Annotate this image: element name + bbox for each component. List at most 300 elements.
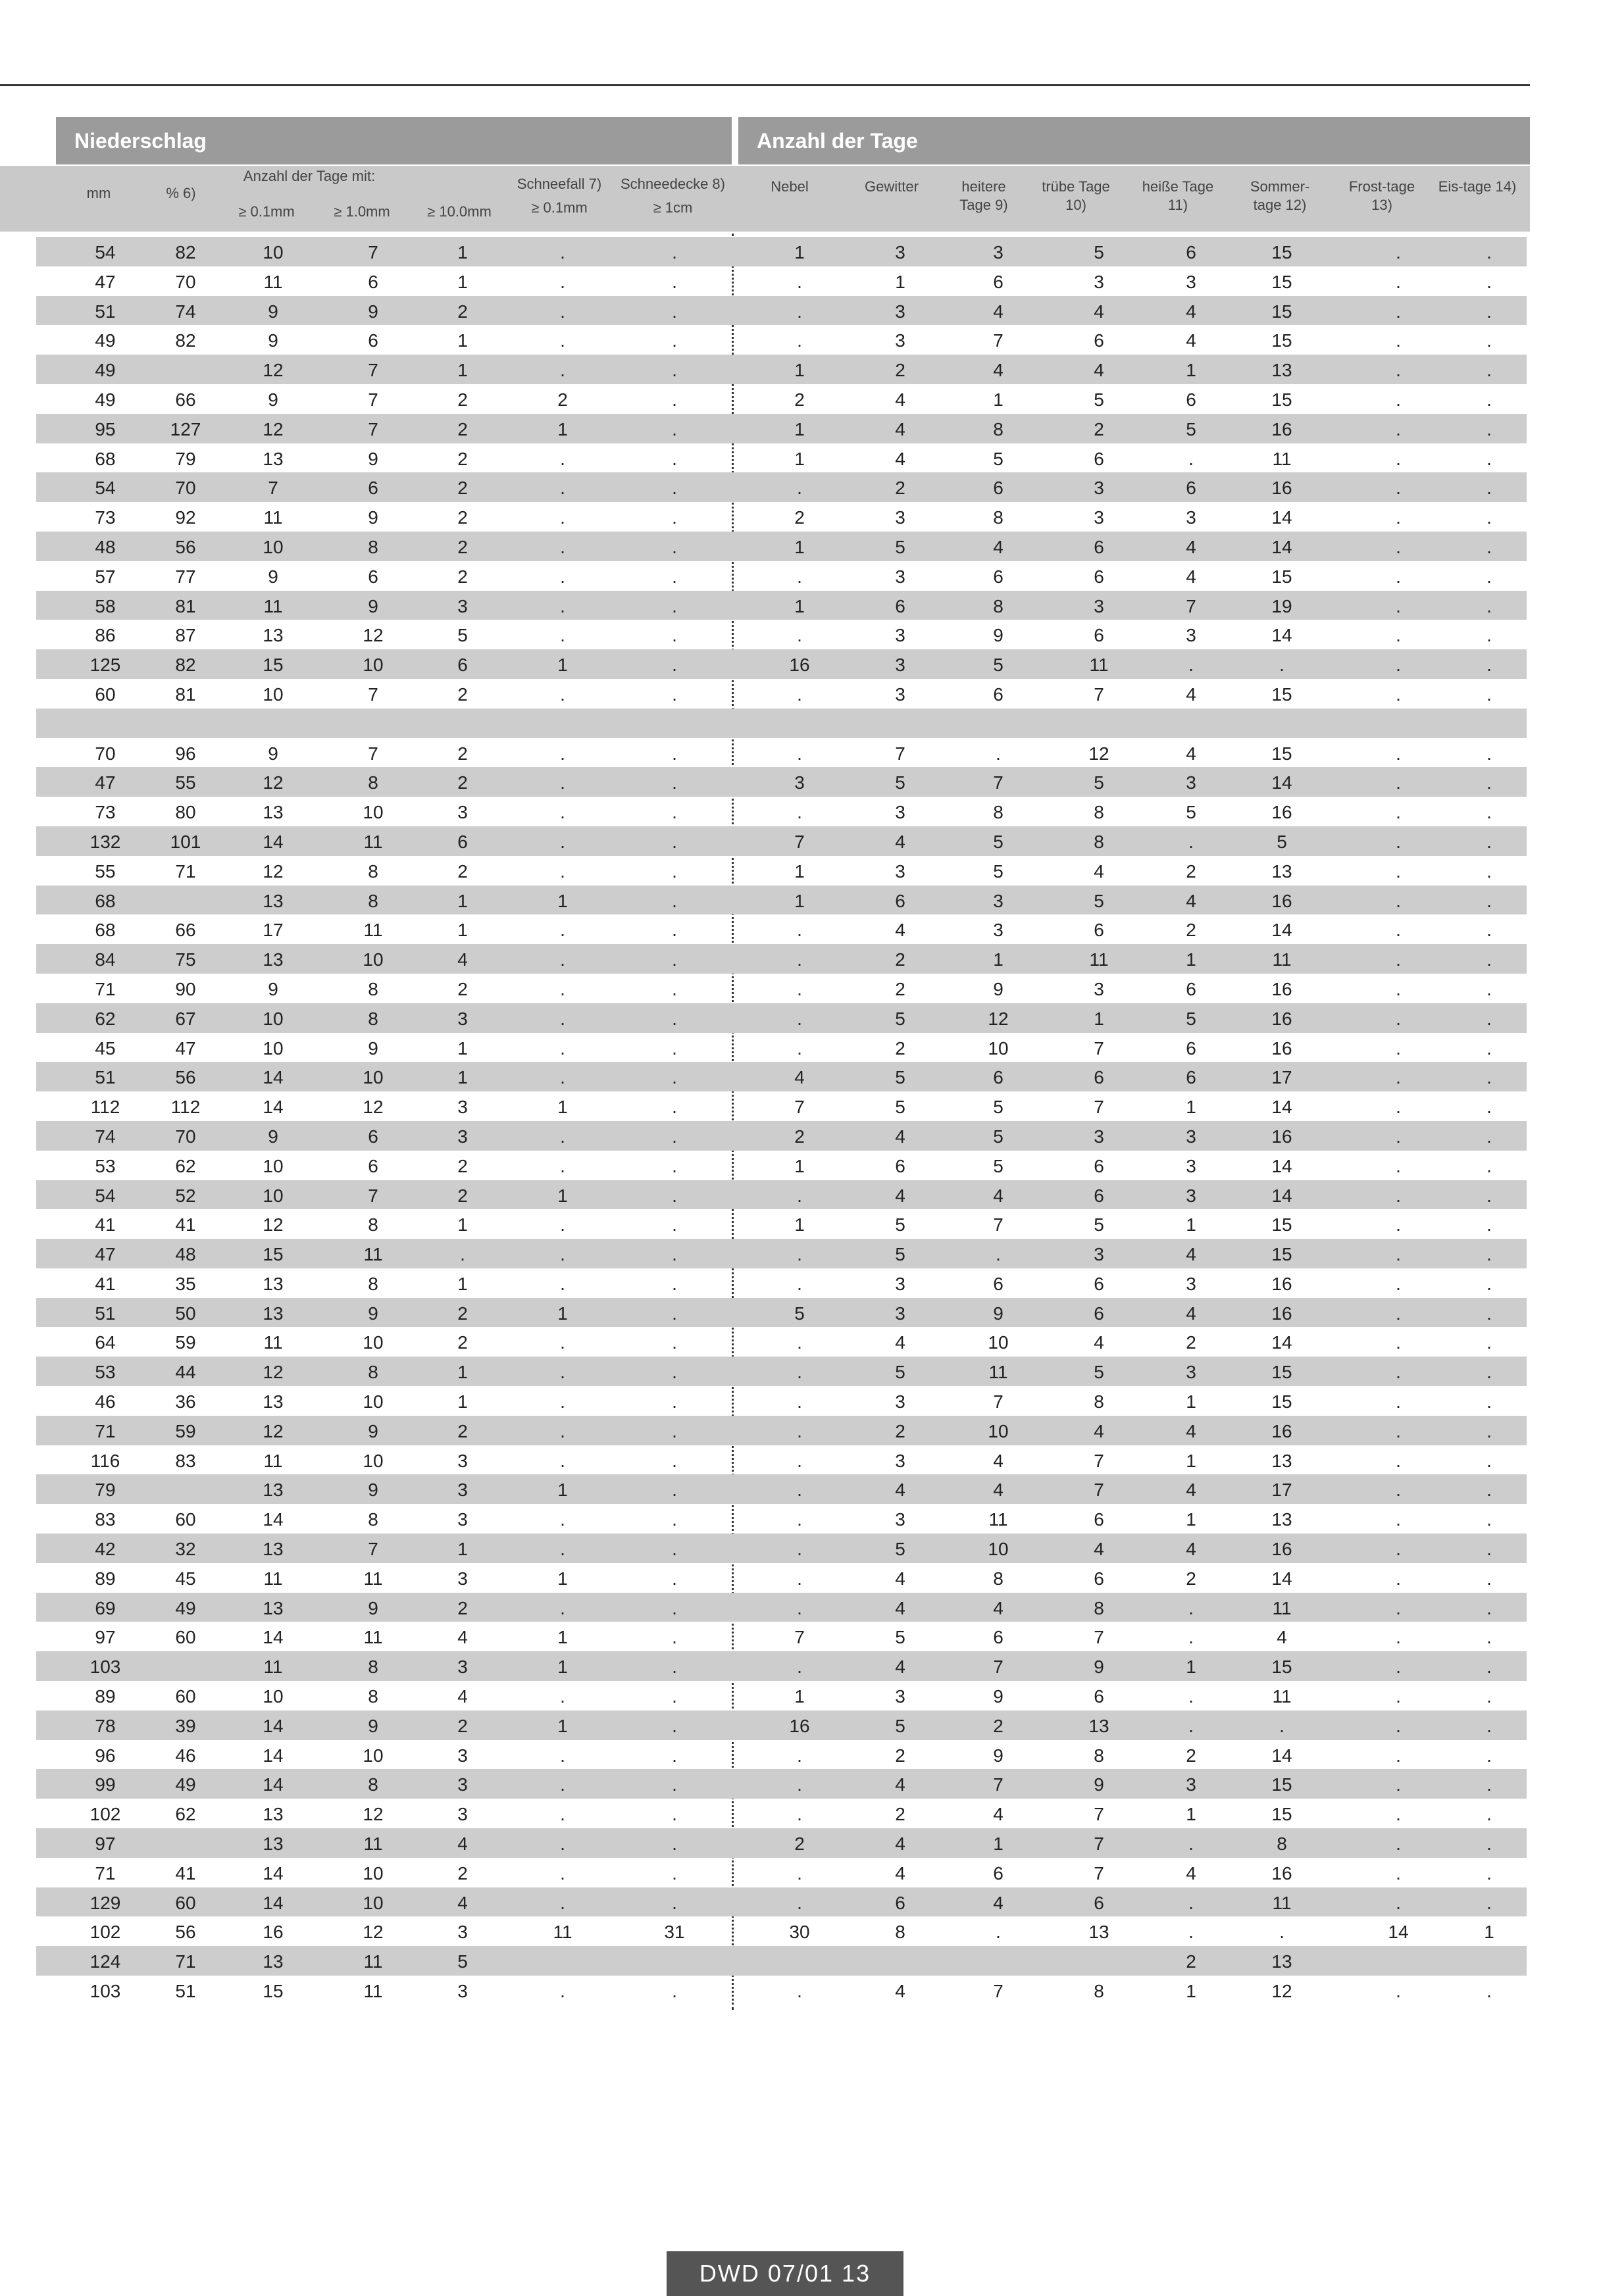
table-row xyxy=(36,355,1527,384)
table-cell: . xyxy=(1396,1862,1401,1884)
table-cell: 89 xyxy=(95,1568,116,1589)
table-cell: 12 xyxy=(1088,743,1109,764)
table-cell: 17 xyxy=(263,920,284,941)
table-cell: . xyxy=(560,1774,565,1795)
table-cell: 3 xyxy=(457,1450,468,1471)
table-cell: 8 xyxy=(1094,831,1104,852)
table-cell: 103 xyxy=(89,1981,121,2002)
table-cell: 6 xyxy=(368,478,378,499)
table-row xyxy=(36,1858,1527,1887)
table-cell: 9 xyxy=(368,301,378,322)
table-cell: 11 xyxy=(1272,448,1292,469)
table-cell: 12 xyxy=(363,1922,384,1943)
table-cell xyxy=(153,355,218,384)
table-cell: 41 xyxy=(95,1214,116,1235)
table-cell: 41 xyxy=(95,1273,116,1294)
table-cell: 9 xyxy=(368,1480,378,1501)
table-cell: . xyxy=(560,831,565,852)
table-cell: . xyxy=(1487,478,1492,499)
table-row xyxy=(36,1534,1527,1563)
table-cell: . xyxy=(672,1774,677,1795)
table-cell: 8 xyxy=(368,536,378,557)
table-cell: 56 xyxy=(175,1067,196,1088)
table-cell: 12 xyxy=(263,861,284,882)
table-cell: 1 xyxy=(794,1686,805,1707)
table-cell: 4 xyxy=(895,1480,905,1501)
table-cell: 4 xyxy=(895,920,905,941)
table-cell: 1 xyxy=(457,1037,468,1059)
table-cell: 6 xyxy=(1094,536,1104,557)
table-cell: 32 xyxy=(175,1539,196,1560)
table-cell: 6 xyxy=(993,478,1004,499)
table-cell: 11 xyxy=(363,1951,383,1972)
table-cell: 7 xyxy=(993,1214,1004,1235)
table-cell: 46 xyxy=(175,1745,196,1766)
table-cell: . xyxy=(1396,655,1401,676)
table-cell: 1 xyxy=(794,242,805,262)
header-sommer: Sommer-tage 12) xyxy=(1250,178,1310,213)
table-cell: 46 xyxy=(95,1391,116,1412)
table-cell: 3 xyxy=(895,566,905,587)
table-cell: 11 xyxy=(263,507,283,528)
table-cell: 66 xyxy=(175,389,196,410)
table-cell: . xyxy=(560,772,565,793)
table-row xyxy=(36,679,1527,709)
table-cell: 3 xyxy=(895,655,905,676)
table-cell: . xyxy=(1396,920,1401,941)
table-cell: 13 xyxy=(263,1951,284,1972)
table-cell: 87 xyxy=(175,625,196,646)
table-cell: . xyxy=(797,802,802,823)
table-cell: 4 xyxy=(895,389,905,410)
table-cell: . xyxy=(1396,448,1401,469)
table-cell: . xyxy=(1396,949,1401,970)
table-cell: 3 xyxy=(457,1126,468,1147)
table-cell: 13 xyxy=(1088,1715,1109,1736)
table-cell: . xyxy=(797,625,802,646)
table-cell: 5 xyxy=(1094,890,1104,911)
table-cell xyxy=(153,1651,218,1681)
table-cell: . xyxy=(1188,1597,1194,1618)
table-cell: 11 xyxy=(263,271,283,292)
table-cell: 70 xyxy=(95,743,116,764)
table-cell: . xyxy=(672,1862,677,1884)
table-cell: . xyxy=(672,1362,677,1383)
table-cell: 2 xyxy=(457,536,468,557)
table-cell: . xyxy=(1396,1214,1401,1235)
table-cell: 12 xyxy=(363,625,384,646)
table-cell: . xyxy=(672,1892,677,1913)
table-cell: 4 xyxy=(895,1332,905,1353)
table-cell: 9 xyxy=(1094,1657,1104,1678)
table-cell: 6 xyxy=(895,890,905,911)
table-cell: 13 xyxy=(1271,861,1292,882)
table-cell: 6 xyxy=(457,831,468,852)
table-cell: 15 xyxy=(1271,242,1292,262)
table-cell: 75 xyxy=(175,949,196,970)
table-cell: 2 xyxy=(457,1862,468,1884)
table-row xyxy=(36,738,1527,768)
table-cell: 3 xyxy=(1186,772,1196,793)
table-cell: 4 xyxy=(1277,1627,1287,1648)
table-cell: 6 xyxy=(368,330,378,351)
table-cell: . xyxy=(1487,1715,1492,1736)
table-cell: 47 xyxy=(95,772,116,793)
table-cell: 64 xyxy=(95,1332,116,1353)
table-row xyxy=(36,1474,1527,1504)
table-cell: 15 xyxy=(1271,1774,1292,1795)
top-rule xyxy=(0,84,1530,86)
table-cell: . xyxy=(1487,418,1492,439)
table-cell: . xyxy=(1487,1568,1492,1589)
table-cell: 14 xyxy=(1271,920,1292,941)
table-cell: 2 xyxy=(457,1155,468,1176)
table-cell xyxy=(430,709,496,738)
table-cell: . xyxy=(560,1981,565,2002)
table-cell: 5 xyxy=(457,625,468,646)
table-cell: 6 xyxy=(993,1273,1004,1294)
table-cell: 8 xyxy=(368,1362,378,1383)
table-cell xyxy=(767,1946,832,1976)
table-cell: 1 xyxy=(794,360,805,381)
table-cell: . xyxy=(797,301,802,322)
table-row xyxy=(36,384,1527,414)
table-cell: 14 xyxy=(263,1715,284,1736)
table-row xyxy=(36,532,1527,561)
table-cell: 4 xyxy=(457,1686,468,1707)
table-cell: . xyxy=(560,536,565,557)
table-cell: 7 xyxy=(1094,1097,1104,1118)
table-cell: . xyxy=(560,1892,565,1913)
table-cell: 2 xyxy=(457,1185,468,1206)
table-cell xyxy=(72,709,138,738)
table-cell: 1 xyxy=(557,418,568,439)
table-cell: 49 xyxy=(95,389,116,410)
table-cell: 5 xyxy=(895,1627,905,1648)
table-cell: 6 xyxy=(1094,448,1104,469)
table-cell: . xyxy=(672,595,677,616)
table-cell: 14 xyxy=(263,831,284,852)
table-cell: 5 xyxy=(993,1097,1004,1118)
table-cell: 3 xyxy=(457,1008,468,1029)
table-cell: 13 xyxy=(263,890,284,911)
table-cell: 1 xyxy=(457,271,468,292)
data-table xyxy=(36,237,1527,2005)
table-cell: . xyxy=(1487,1037,1492,1059)
table-cell: 16 xyxy=(1271,1303,1292,1324)
table-cell: . xyxy=(1487,1774,1492,1795)
table-cell: 1 xyxy=(457,1362,468,1383)
table-cell: . xyxy=(1487,595,1492,616)
table-cell: 5 xyxy=(993,448,1004,469)
table-cell: . xyxy=(1487,861,1492,882)
table-cell: . xyxy=(1396,1480,1401,1501)
table-cell: 49 xyxy=(95,330,116,351)
table-cell: 2 xyxy=(457,389,468,410)
table-cell: 15 xyxy=(263,1981,284,2002)
table-cell: . xyxy=(672,1804,677,1825)
table-cell: 13 xyxy=(263,802,284,823)
table-cell: . xyxy=(560,1362,565,1383)
table-cell xyxy=(153,1474,218,1504)
table-cell: 30 xyxy=(789,1922,810,1943)
table-cell: 8 xyxy=(993,1568,1004,1589)
table-cell: 49 xyxy=(175,1774,196,1795)
table-cell: 82 xyxy=(175,330,196,351)
section-anzahl-der-tage: Anzahl der Tage xyxy=(738,117,1530,164)
table-cell: . xyxy=(797,1745,802,1766)
header-heisse: heiße Tage 11) xyxy=(1142,178,1214,213)
table-cell: 12 xyxy=(263,1214,284,1235)
table-cell: . xyxy=(1487,301,1492,322)
table-cell: . xyxy=(1396,1539,1401,1560)
table-cell: . xyxy=(672,1745,677,1766)
table-cell: 5 xyxy=(895,536,905,557)
page-number: 13 xyxy=(842,2260,871,2287)
table-cell: 11 xyxy=(363,1244,383,1265)
table-cell: . xyxy=(560,1450,565,1471)
table-cell: . xyxy=(1487,1686,1492,1707)
table-cell: 4 xyxy=(457,1892,468,1913)
table-cell: 14 xyxy=(263,1627,284,1648)
table-cell: 99 xyxy=(95,1774,116,1795)
table-cell xyxy=(240,709,306,738)
table-row xyxy=(36,1298,1527,1328)
table-cell: 6 xyxy=(1094,1273,1104,1294)
table-cell: 3 xyxy=(794,772,805,793)
table-cell: . xyxy=(672,448,677,469)
table-cell: 8 xyxy=(1277,1834,1287,1855)
table-cell: . xyxy=(1396,566,1401,587)
table-cell: . xyxy=(672,920,677,941)
header-t01: ≥ 0.1mm xyxy=(238,203,295,220)
table-cell: 7 xyxy=(794,1627,805,1648)
table-row xyxy=(36,1239,1527,1268)
table-row xyxy=(36,237,1527,266)
table-cell: 5 xyxy=(993,831,1004,852)
table-cell: 1 xyxy=(557,1627,568,1648)
table-cell: 8 xyxy=(993,802,1004,823)
table-cell: 14 xyxy=(1271,1568,1292,1589)
table-cell: 10 xyxy=(363,802,384,823)
header-truebe: trübe Tage 10) xyxy=(1042,178,1110,213)
table-cell: . xyxy=(560,1273,565,1294)
table-cell: 3 xyxy=(895,507,905,528)
table-cell: . xyxy=(560,1539,565,1560)
table-cell: 6 xyxy=(1094,330,1104,351)
table-cell: 55 xyxy=(175,772,196,793)
table-cell: . xyxy=(1487,1892,1492,1913)
table-cell: . xyxy=(1396,1509,1401,1530)
table-cell: 71 xyxy=(175,861,196,882)
table-cell: 2 xyxy=(1186,1745,1196,1766)
table-cell: 6 xyxy=(1094,1509,1104,1530)
table-cell: 7 xyxy=(1094,1037,1104,1059)
table-cell: . xyxy=(560,242,565,262)
table-cell: 7 xyxy=(993,1981,1004,2002)
table-cell: . xyxy=(672,1627,677,1648)
table-cell: 11 xyxy=(1272,1686,1292,1707)
table-cell: 3 xyxy=(1186,271,1196,292)
table-cell: 9 xyxy=(368,595,378,616)
table-cell: . xyxy=(560,920,565,941)
table-cell: . xyxy=(672,1450,677,1471)
table-row xyxy=(36,1327,1527,1357)
table-cell: 1 xyxy=(557,1657,568,1678)
table-cell: . xyxy=(1487,802,1492,823)
table-cell: 42 xyxy=(95,1539,116,1560)
table-cell: 1 xyxy=(993,1834,1004,1855)
table-cell: 4 xyxy=(1186,1539,1196,1560)
table-cell: 10 xyxy=(263,1686,284,1707)
table-cell xyxy=(1158,709,1224,738)
table-cell: 3 xyxy=(1186,1273,1196,1294)
table-cell: 45 xyxy=(95,1037,116,1059)
table-cell: 9 xyxy=(993,1745,1004,1766)
table-cell: 86 xyxy=(95,625,116,646)
table-cell: 2 xyxy=(895,1745,905,1766)
table-cell: 4 xyxy=(895,831,905,852)
table-cell: 10 xyxy=(988,1037,1009,1059)
table-cell: 7 xyxy=(368,1185,378,1206)
table-cell: 2 xyxy=(457,418,468,439)
table-cell: 4 xyxy=(1186,301,1196,322)
table-cell: 3 xyxy=(457,1981,468,2002)
table-cell: 116 xyxy=(90,1450,120,1471)
table-cell: . xyxy=(672,1568,677,1589)
table-cell: . xyxy=(1396,1008,1401,1029)
table-row xyxy=(36,1622,1527,1651)
table-cell: 3 xyxy=(457,1774,468,1795)
table-cell: 49 xyxy=(95,360,116,381)
table-cell xyxy=(767,709,832,738)
table-row xyxy=(36,561,1527,591)
table-cell: 8 xyxy=(1094,802,1104,823)
table-cell: 7 xyxy=(1094,1450,1104,1471)
table-cell: . xyxy=(797,1509,802,1530)
table-cell: 7 xyxy=(368,743,378,764)
table-cell: 6 xyxy=(1094,1892,1104,1913)
table-cell: 6 xyxy=(1186,978,1196,999)
table-cell: . xyxy=(1396,1834,1401,1855)
table-cell: 4 xyxy=(457,949,468,970)
table-cell: 1 xyxy=(457,1539,468,1560)
table-cell: 8 xyxy=(993,418,1004,439)
table-cell: 2 xyxy=(895,949,905,970)
table-cell: . xyxy=(672,1008,677,1029)
table-cell: 125 xyxy=(89,655,121,676)
table-cell: 12 xyxy=(363,1097,384,1118)
table-cell: 16 xyxy=(1271,1539,1292,1560)
table-cell: 2 xyxy=(794,507,805,528)
table-cell: 10 xyxy=(363,1862,384,1884)
table-cell: . xyxy=(1279,1715,1284,1736)
table-cell: 14 xyxy=(1388,1922,1409,1943)
table-cell: 4 xyxy=(993,1804,1004,1825)
table-cell: 1 xyxy=(993,949,1004,970)
table-cell: . xyxy=(1396,743,1401,764)
table-cell: 1 xyxy=(794,1155,805,1176)
table-cell: . xyxy=(560,448,565,469)
table-cell xyxy=(153,709,218,738)
table-cell: . xyxy=(460,1244,465,1265)
table-cell: 5 xyxy=(993,1126,1004,1147)
table-row xyxy=(36,1593,1527,1622)
header-frost: Frost-tage 13) xyxy=(1348,178,1415,213)
table-cell: 10 xyxy=(988,1420,1009,1441)
table-cell: 8 xyxy=(368,1214,378,1235)
table-cell: 6 xyxy=(457,655,468,676)
table-cell: . xyxy=(672,655,677,676)
table-cell: 70 xyxy=(175,478,196,499)
table-cell: 1 xyxy=(457,920,468,941)
table-cell: 7 xyxy=(368,389,378,410)
table-cell: 5 xyxy=(895,1539,905,1560)
table-cell: 35 xyxy=(175,1273,196,1294)
table-cell xyxy=(1066,1946,1132,1976)
table-cell: 14 xyxy=(1271,625,1292,646)
table-cell xyxy=(1365,1946,1431,1976)
table-cell: 11 xyxy=(363,831,383,852)
table-cell: 12 xyxy=(263,418,284,439)
table-cell: 9 xyxy=(993,1686,1004,1707)
table-cell: 60 xyxy=(175,1627,196,1648)
table-cell: 3 xyxy=(1094,507,1104,528)
table-cell: 59 xyxy=(175,1332,196,1353)
table-cell: . xyxy=(1396,1067,1401,1088)
table-cell: . xyxy=(1487,1303,1492,1324)
table-cell: 7 xyxy=(993,330,1004,351)
table-cell: . xyxy=(797,1391,802,1412)
table-cell: 1 xyxy=(457,1391,468,1412)
table-cell: . xyxy=(797,1657,802,1678)
table-cell: . xyxy=(672,1981,677,2002)
table-cell: 15 xyxy=(1271,1391,1292,1412)
table-cell: . xyxy=(1487,978,1492,999)
table-cell: 6 xyxy=(1094,1155,1104,1176)
table-cell xyxy=(1249,709,1315,738)
table-cell: 9 xyxy=(993,625,1004,646)
table-cell: 1 xyxy=(794,536,805,557)
table-cell: . xyxy=(1487,448,1492,469)
table-cell: . xyxy=(1188,1892,1194,1913)
table-row xyxy=(36,1740,1527,1770)
table-cell: 16 xyxy=(789,1715,810,1736)
table-cell: 14 xyxy=(1271,1185,1292,1206)
table-cell: 2 xyxy=(457,1420,468,1441)
table-cell: . xyxy=(1396,1627,1401,1648)
table-cell: 36 xyxy=(175,1391,196,1412)
table-cell: 7 xyxy=(993,1774,1004,1795)
table-cell: 15 xyxy=(1271,1657,1292,1678)
table-cell: 4 xyxy=(895,448,905,469)
table-cell: . xyxy=(1396,1657,1401,1678)
table-cell: 71 xyxy=(175,1951,196,1972)
table-cell: 6 xyxy=(1094,1185,1104,1206)
table-cell: 1 xyxy=(557,1303,568,1324)
table-cell: . xyxy=(797,1568,802,1589)
table-cell: 2 xyxy=(457,1715,468,1736)
table-cell xyxy=(867,709,933,738)
table-cell: 81 xyxy=(175,684,196,705)
header-schneedecke-sub: ≥ 1cm xyxy=(653,199,693,216)
table-cell: 12 xyxy=(263,772,284,793)
table-cell: 5 xyxy=(1094,1214,1104,1235)
table-cell: . xyxy=(1487,1745,1492,1766)
table-cell: 2 xyxy=(895,1037,905,1059)
table-cell: 5 xyxy=(794,1303,805,1324)
table-cell: 1 xyxy=(794,418,805,439)
